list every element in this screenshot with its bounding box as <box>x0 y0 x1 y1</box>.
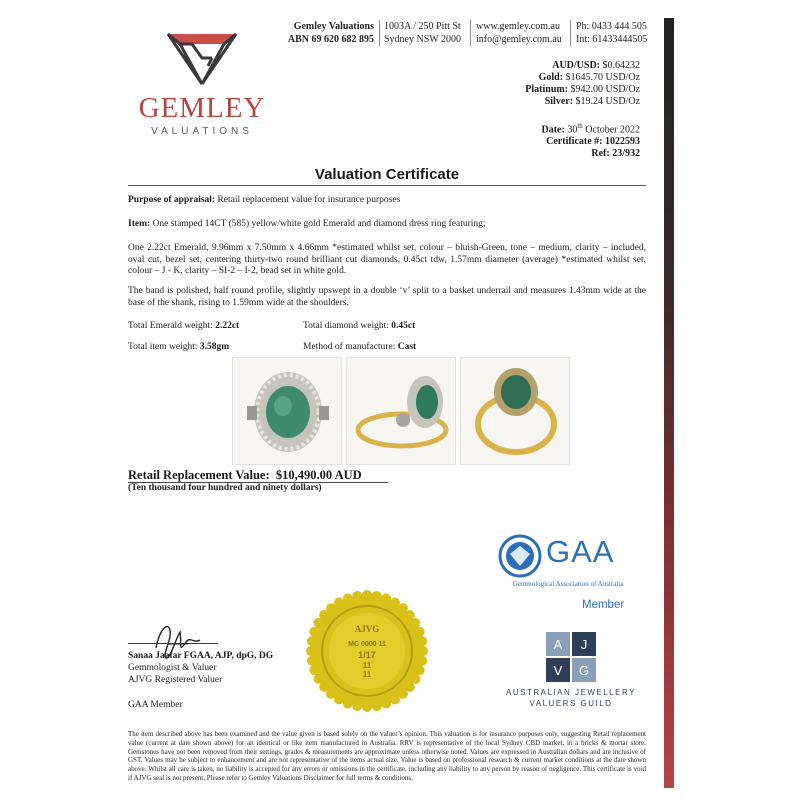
seal-edge-tooth <box>415 665 425 675</box>
logo-wordmark: GEMLEY <box>138 92 266 124</box>
certificate-number: Certificate #: 1022593 <box>546 136 640 148</box>
seal-edge-tooth <box>352 701 362 711</box>
intl-phone-number: Int: 61433444505 <box>576 34 648 45</box>
seal-text: 1/17 <box>358 650 376 660</box>
website-link[interactable]: www.gemley.com.au <box>476 21 560 32</box>
seal-edge-tooth <box>362 702 372 712</box>
seal-text: AJVG <box>354 624 380 634</box>
header-phone <box>576 20 658 46</box>
seal-edge-tooth <box>372 591 382 601</box>
seal-edge-tooth <box>362 590 372 600</box>
seal-edge-tooth <box>372 701 382 711</box>
rate-gold: Gold: $1645.70 USD/Oz <box>538 72 640 83</box>
gaa-fullname: Gemmological Association of Australia <box>512 580 624 588</box>
emerald-weight: Total Emerald weight: 2.22ct <box>128 321 240 331</box>
certificate-date: Date: 30th October 2022 <box>541 122 640 136</box>
gaa-wordmark: GAA <box>546 534 615 569</box>
logo-subtitle: VALUATIONS <box>151 126 253 137</box>
ring-photo-front <box>232 357 342 465</box>
seal-edge-tooth <box>306 646 316 656</box>
item-weight: Total item weight: 3.58gm <box>128 342 230 352</box>
seal-text: 11 <box>362 661 372 670</box>
seal-edge-tooth <box>309 665 319 675</box>
header-web <box>476 20 568 46</box>
ajvg-line-1: AUSTRALIAN JEWELLERY <box>506 688 636 697</box>
seal-text: 11 <box>362 670 372 679</box>
metal-rates <box>525 60 640 108</box>
diamond-weight: Total diamond weight: 0.45ct <box>303 321 416 331</box>
valuer-details <box>128 650 273 686</box>
seal-edge-tooth <box>314 674 324 684</box>
disclaimer-text: The item described above has been examined and the value given is based solely on the valuer’s opinion. This valuation is for insurance purposes only, suggesting Retail replacement value (current at date shown above) for an identical or like item manufactured in Australia. RRV is representative of the local Sydney CBD market, in a bricks & mortar store. Gemstones have not been removed from their settings, grades & measurements are approximate unless otherwise noted. Values are expressed in Australian dollars and are inclusive of GST. Values may be subject to enhancement and are not representative of the items actual size. Value is based on professional research & current market conditions at the date shown above. Whilst all care is taken, no liability is accepted for any errors or omissions in the certificate, including any liability to any person by reason of negligence. This certificate is void if AJVG seal is not present. Please refer to Gemley Valuations Disclaimer for full terms & conditions. <box>128 730 646 782</box>
ajvg-squares-icon <box>506 632 636 686</box>
rate-platinum: Platinum: $942.00 USD/Oz <box>525 84 640 95</box>
seal-edge-tooth <box>343 699 353 709</box>
purpose-line: Purpose of appraisal: Retail replacement value for insurance purposes <box>128 195 401 205</box>
ajvg-letter: A <box>553 637 563 652</box>
valuer-membership: GAA Member <box>128 700 183 710</box>
seal-edge-tooth <box>334 598 344 608</box>
gemley-logo <box>132 28 272 148</box>
retail-value-words: (Ten thousand four hundred and ninety dollars) <box>128 483 322 493</box>
signature-line <box>128 643 218 644</box>
side-accent-bar <box>664 18 674 788</box>
diamond-logo-icon <box>160 28 244 88</box>
seal-edge-tooth <box>381 699 391 709</box>
seal-edge-tooth <box>343 593 353 603</box>
company-abn: ABN 69 620 682 895 <box>287 34 374 45</box>
header-company <box>286 20 374 46</box>
item-description: One 2.22ct Emerald, 9.96mm x 7.50mm x 4.66mm *estimated whilst set, colour – bluish-Green, tone – medium, clarity – included, oval cut, bezel set, centering thirty-two round brilliant cut diamonds, 0.45ct tdw, 1.57mm diameter (average) *estimated whilst set, colour – J - K, clarity – SI-2 – I-2, bead set in white gold. <box>128 243 646 276</box>
header-divider <box>470 20 471 46</box>
ajvg-letter: G <box>578 663 590 678</box>
header-address <box>384 20 466 46</box>
certificate-ref: Ref: 23/932 <box>591 148 640 160</box>
ajvg-gold-seal <box>304 588 430 714</box>
header-divider <box>379 20 380 46</box>
ring-photos <box>232 357 570 465</box>
seal-edge-tooth <box>307 636 317 646</box>
header-divider <box>570 20 571 46</box>
seal-edge-tooth <box>309 627 319 637</box>
ring-photo-side <box>346 357 456 465</box>
gaa-logo <box>498 534 638 614</box>
valuer-title: Gemmologist & Valuer <box>128 663 217 673</box>
certificate-meta <box>542 120 641 160</box>
ring-photo-back <box>460 357 570 465</box>
seal-edge-tooth <box>307 656 317 666</box>
rate-aud-usd: AUD/USD: $0.64232 <box>552 60 640 71</box>
valuer-registration: AJVG Registered Valuer <box>128 675 223 685</box>
seal-edge-tooth <box>381 593 391 603</box>
company-name: Gemley Valuations <box>293 21 374 32</box>
seal-edge-tooth <box>415 627 425 637</box>
ajvg-letter: J <box>580 637 588 652</box>
seal-edge-tooth <box>352 591 362 601</box>
address-line-1: 1003A / 250 Pitt St <box>384 21 461 32</box>
address-line-2: Sydney NSW 2000 <box>384 34 462 45</box>
gaa-globe-icon <box>498 534 542 578</box>
seal-text: MC 0000 11 <box>348 641 386 648</box>
email-link[interactable]: info@gemley.com.au <box>476 34 562 45</box>
seal-edge-tooth <box>418 646 428 656</box>
ajvg-letter: V <box>553 663 563 678</box>
band-description: The band is polished, half round profile, slightly upswept in a double ‘v’ split to a basket underrail and measures 1.43mm wide at the base of the shank, rising to 1.59mm wide at the shoulders. <box>128 286 646 308</box>
rate-silver: Silver: $19.24 USD/Oz <box>544 96 640 107</box>
seal-edge-tooth <box>410 618 420 628</box>
manufacture-method: Method of manufacture: Cast <box>303 342 417 352</box>
title-underline <box>128 185 646 186</box>
page-title: Valuation Certificate <box>314 166 460 183</box>
retail-replacement-value: Retail Replacement Value: $10,490.00 AUD <box>128 468 362 482</box>
seal-edge-tooth <box>417 656 427 666</box>
seal-edge-tooth <box>417 636 427 646</box>
ajvg-logo <box>506 632 636 712</box>
gaa-member-label: Member <box>582 599 625 611</box>
seal-edge-tooth <box>390 694 400 704</box>
valuer-name: Sanaa Jaafar FGAA, AJP, dpG, DG <box>128 651 274 661</box>
ajvg-line-2: VALUERS GUILD <box>529 699 613 708</box>
item-line: Item: One stamped 14CT (585) yellow/white gold Emerald and diamond dress ring featuring; <box>128 219 486 229</box>
phone-number: Ph: 0433 444 505 <box>576 21 647 32</box>
